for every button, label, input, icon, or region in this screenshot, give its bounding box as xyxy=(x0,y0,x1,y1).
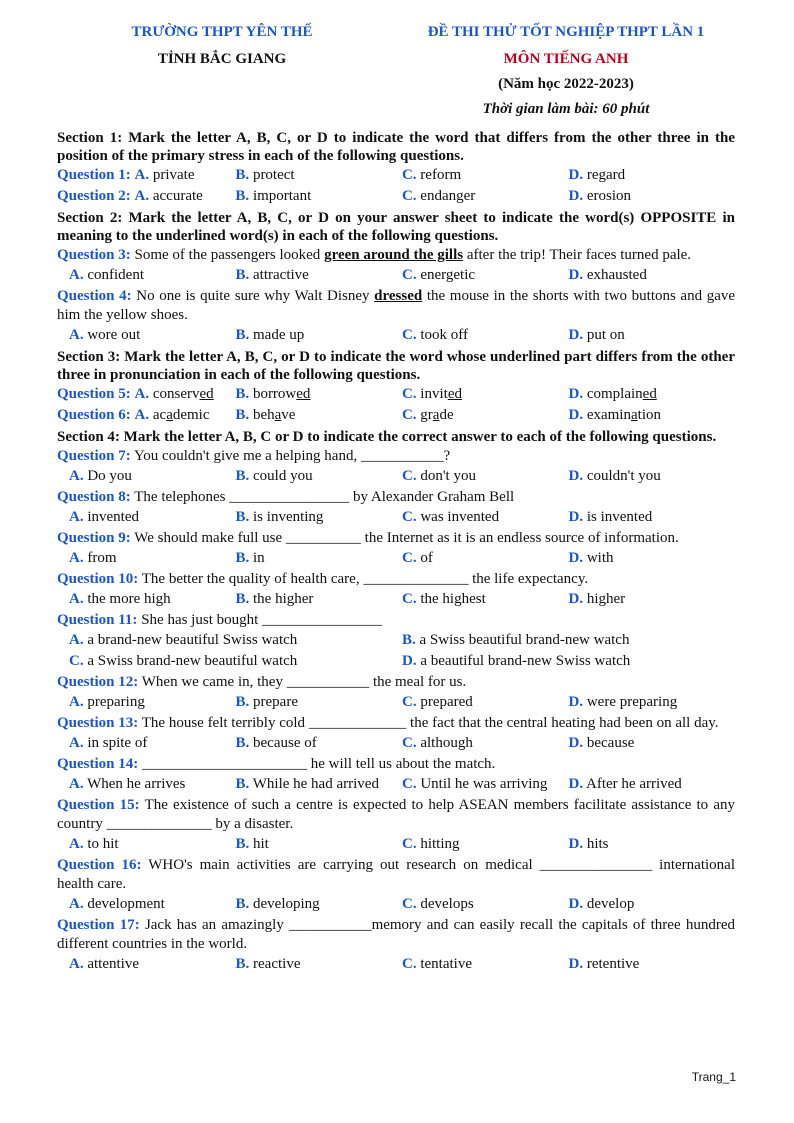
question-text: We should make full use __________ the Internet as it is an endless source of information. xyxy=(134,530,679,546)
question-14-options: A. When he arrives B. While he had arrived C. Until he was arriving D. After he arrived xyxy=(69,776,682,792)
question-text: No one is quite sure why Walt Disney xyxy=(136,288,370,304)
question-label: Question 16: xyxy=(57,857,142,873)
question-label: Question 10: xyxy=(57,571,139,587)
option-b: hit xyxy=(253,836,269,852)
question-label: Question 17: xyxy=(57,917,140,933)
option-a: academic xyxy=(152,407,210,423)
question-label: Question 6: xyxy=(57,407,131,423)
question-11-options-row1: A. a brand-new beautiful Swiss watch B. a Swiss beautiful brand-new watch xyxy=(69,632,630,648)
option-b: behave xyxy=(252,407,296,423)
option-b: borrowed xyxy=(252,386,311,402)
option-d: with xyxy=(586,550,614,566)
question-label: Question 4: xyxy=(57,288,132,304)
option-c: prepared xyxy=(420,694,473,710)
option-b: could you xyxy=(253,468,313,484)
question-13-options: A. in spite of B. because of C. although D. because xyxy=(69,735,635,751)
question-label: Question 5: xyxy=(57,386,131,402)
option-c: grade xyxy=(420,407,454,423)
question-label: Question 15: xyxy=(57,797,140,813)
question-7-options: A. Do you B. could you C. don't you D. couldn't you xyxy=(69,468,661,484)
question-text: The existence of such a centre is expected to help ASEAN members facilitate assistance to any country ______________ by a disaster. xyxy=(57,797,735,832)
option-d: After he arrived xyxy=(586,776,682,792)
question-label: Question 12: xyxy=(57,674,139,690)
option-c: a Swiss brand-new beautiful watch xyxy=(87,653,298,669)
question-16 xyxy=(57,856,735,894)
option-d: develop xyxy=(586,896,635,912)
option-a: to hit xyxy=(87,836,119,852)
school-year: (Năm học 2022-2023) xyxy=(498,76,634,92)
option-a: attentive xyxy=(87,956,139,972)
option-b: attractive xyxy=(253,267,309,283)
question-label: Question 9: xyxy=(57,530,131,546)
option-d: erosion xyxy=(586,188,631,204)
option-d: hits xyxy=(586,836,609,852)
question-2: Question 2: A. accurate B. important C. endanger D. erosion xyxy=(57,188,631,204)
option-b: because of xyxy=(253,735,317,751)
section-3-instructions: Section 3: Mark the letter A, B, C, or D to indicate the word whose underlined part differs from the other three in pronunciation in each of the following questions. xyxy=(57,349,735,383)
question-label: Question 7: xyxy=(57,448,131,464)
option-d: regard xyxy=(586,167,626,183)
question-label: Question 14: xyxy=(57,756,139,772)
option-d: a beautiful brand-new Swiss watch xyxy=(420,653,631,669)
option-a: invented xyxy=(87,509,139,525)
option-c: energetic xyxy=(420,267,476,283)
question-text: She has just bought ________________ xyxy=(141,612,383,628)
question-4-options: A. wore out B. made up C. took off D. put on xyxy=(69,327,625,343)
question-label: Question 3: xyxy=(57,247,131,263)
option-b: reactive xyxy=(253,956,301,972)
exam-title: ĐỀ THI THỬ TỐT NGHIỆP THPT LẦN 1 xyxy=(427,24,705,40)
question-15 xyxy=(57,796,735,834)
question-label: Question 2: xyxy=(57,188,131,204)
question-1: Question 1: A. private B. protect C. reform D. regard xyxy=(57,167,626,183)
option-a: Do you xyxy=(87,468,132,484)
option-c: the highest xyxy=(420,591,486,607)
option-a: confident xyxy=(87,267,144,283)
question-text: The telephones ________________ by Alexander Graham Bell xyxy=(134,489,515,505)
question-10-options: A. the more high B. the higher C. the highest D. higher xyxy=(69,591,626,607)
option-a: a brand-new beautiful Swiss watch xyxy=(87,632,298,648)
question-12 xyxy=(57,673,735,692)
option-a: accurate xyxy=(152,188,203,204)
option-d: exhausted xyxy=(586,267,647,283)
option-d: higher xyxy=(586,591,626,607)
option-a: in spite of xyxy=(87,735,148,751)
option-c: reform xyxy=(420,167,462,183)
option-d: because xyxy=(586,735,635,751)
option-b: important xyxy=(252,188,312,204)
option-d: retentive xyxy=(586,956,640,972)
question-6: Question 6: A. academic B. behave C. grade D. examination xyxy=(57,407,661,423)
underlined-phrase: green around the gills xyxy=(324,247,464,263)
question-label: Question 11: xyxy=(57,612,138,628)
option-c: although xyxy=(420,735,473,751)
section-2-instructions: Section 2: Mark the letter A, B, C, or D on your answer sheet to indicate the word(s) OPPOSITE in meaning to the underlined word(s) in each of the following questions. xyxy=(57,210,735,244)
option-c: took off xyxy=(420,327,468,343)
option-c: of xyxy=(420,550,433,566)
question-text: ______________________ he will tell us about the match. xyxy=(142,756,496,772)
question-16-options: A. development B. developing C. develops D. develop xyxy=(69,896,635,912)
option-b: prepare xyxy=(253,694,298,710)
question-7 xyxy=(57,447,735,466)
province-name: TỈNH BẮC GIANG xyxy=(157,51,287,67)
subject-name: MÔN TIẾNG ANH xyxy=(503,51,629,67)
option-c: develops xyxy=(420,896,474,912)
option-d: is invented xyxy=(586,509,653,525)
option-b: developing xyxy=(253,896,320,912)
question-15-options: A. to hit B. hit C. hitting D. hits xyxy=(69,836,609,852)
question-8 xyxy=(57,488,735,507)
question-10 xyxy=(57,570,735,589)
question-3-options: A. confident B. attractive C. energetic D. exhausted xyxy=(69,267,647,283)
option-a: wore out xyxy=(87,327,141,343)
option-c: Until he was arriving xyxy=(420,776,548,792)
option-d: examination xyxy=(586,407,661,423)
question-label: Question 13: xyxy=(57,715,139,731)
option-d: were preparing xyxy=(586,694,678,710)
question-9-options: A. from B. in C. of D. with xyxy=(69,550,614,566)
option-c: don't you xyxy=(420,468,476,484)
exam-header xyxy=(57,24,735,124)
question-text-end: the mouse in the shorts with two buttons and gave him the yellow shoes. xyxy=(57,288,736,323)
option-a: preparing xyxy=(87,694,145,710)
question-5: Question 5: A. conserved B. borrowed C. invited D. complained xyxy=(57,386,657,402)
question-9 xyxy=(57,529,735,548)
option-b: is inventing xyxy=(253,509,324,525)
section-1-instructions: Section 1: Mark the letter A, B, C, or D to indicate the word that differs from the other three in the position of the primary stress in each of the following questions. xyxy=(57,130,735,164)
option-c: tentative xyxy=(420,956,472,972)
option-a: from xyxy=(87,550,117,566)
option-b: a Swiss beautiful brand-new watch xyxy=(419,632,630,648)
school-name: TRƯỜNG THPT YÊN THẾ xyxy=(131,24,313,40)
option-c: invited xyxy=(420,386,462,402)
question-17 xyxy=(57,916,735,954)
option-b: in xyxy=(253,550,265,566)
question-4 xyxy=(57,287,735,325)
question-13 xyxy=(57,714,735,733)
option-b: While he had arrived xyxy=(252,776,379,792)
question-text: When we came in, they ___________ the meal for us. xyxy=(141,674,467,690)
option-b: made up xyxy=(253,327,305,343)
question-text: Some of the passengers looked xyxy=(134,247,321,263)
question-text: You couldn't give me a helping hand, ___________? xyxy=(133,448,451,464)
option-c: endanger xyxy=(420,188,476,204)
question-text: Jack has an amazingly ___________memory and can easily recall the capitals of three hundred different countries in the world. xyxy=(57,917,735,952)
question-12-options: A. preparing B. prepare C. prepared D. were preparing xyxy=(69,694,678,710)
question-14 xyxy=(57,755,735,774)
option-d: couldn't you xyxy=(586,468,661,484)
question-label: Question 8: xyxy=(57,489,131,505)
option-b: the higher xyxy=(253,591,314,607)
question-11 xyxy=(57,611,735,630)
option-d: put on xyxy=(586,327,625,343)
question-label: Question 1: xyxy=(57,167,131,183)
question-17-options: A. attentive B. reactive C. tentative D. retentive xyxy=(69,956,640,972)
exam-page xyxy=(57,24,735,975)
option-a: development xyxy=(87,896,165,912)
option-d: complained xyxy=(586,386,657,402)
option-c: was invented xyxy=(420,509,500,525)
option-a: conserved xyxy=(152,386,214,402)
question-text: The house felt terribly cold _____________ the fact that the central heating had been on all day. xyxy=(141,715,719,731)
section-4-instructions: Section 4: Mark the letter A, B, C or D to indicate the correct answer to each of the following questions. xyxy=(57,429,717,445)
option-b: protect xyxy=(252,167,295,183)
page-number: Trang_1 xyxy=(691,1070,736,1084)
question-3 xyxy=(57,246,735,265)
option-c: hitting xyxy=(420,836,460,852)
question-text: The better the quality of health care, ______________ the life expectancy. xyxy=(141,571,589,587)
option-a: private xyxy=(152,167,195,183)
question-text: WHO's main activities are carrying out research on medical _______________ international health care. xyxy=(57,857,735,892)
option-a: When he arrives xyxy=(87,776,186,792)
option-a: the more high xyxy=(87,591,171,607)
question-11-options-row2: C. a Swiss brand-new beautiful watch D. a beautiful brand-new Swiss watch xyxy=(69,653,631,669)
question-8-options: A. invented B. is inventing C. was invented D. is invented xyxy=(69,509,653,525)
time-limit: Thời gian làm bài: 60 phút xyxy=(482,101,650,117)
underlined-word: dressed xyxy=(374,288,423,304)
question-text-end: after the trip! Their faces turned pale. xyxy=(466,247,692,263)
